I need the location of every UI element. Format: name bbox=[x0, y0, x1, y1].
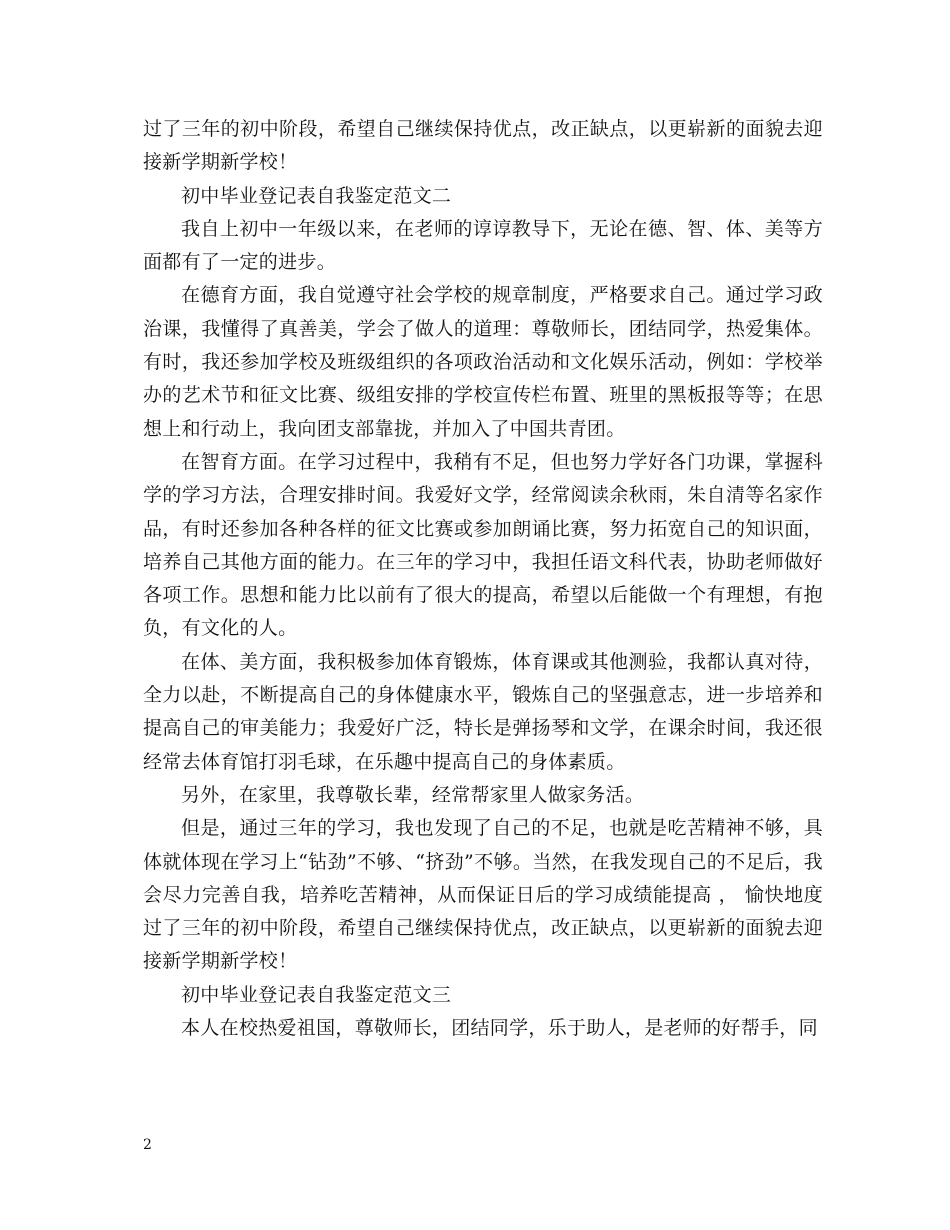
paragraph: 过了三年的初中阶段，希望自己继续保持优点，改正缺点，以更崭新的面貌去迎接新学期新学校！ bbox=[143, 118, 823, 174]
paragraph: 本人在校热爱祖国，尊敬师长，团结同学，乐于助人，是老师的好帮手，同 bbox=[181, 1017, 818, 1040]
paragraph: 我自上初中一年级以来，在老师的谆谆教导下，无论在德、智、体、美等方面都有了一定的进步。 bbox=[143, 217, 823, 274]
paragraph: 在体、美方面，我积极参加体育锻炼，体育课或其他测验，我都认真对待，全力以赴，不断提高自己的身体健康水平，锻炼自己的坚强意志，进一步培养和提高自己的审美能力；我爱好广泛，特长是弹扬琴和文学，在课余时间，我还很经常去体育馆打羽毛球，在乐趣中提高自己的身体素质。 bbox=[143, 650, 823, 773]
page-number: 2 bbox=[143, 1137, 152, 1153]
section-heading: 初中毕业登记表自我鉴定范文二 bbox=[181, 184, 452, 207]
paragraph: 在智育方面。在学习过程中，我稍有不足，但也努力学好各门功课，掌握科学的学习方法，合理安排时间。我爱好文学，经常阅读余秋雨，朱自清等名家作品，有时还参加各种各样的征文比赛或参加朗诵比赛，努力拓宽自己的知识面，培养自己其他方面的能力。在三年的学习中，我担任语文科代表，协助老师做好各项工作。思想和能力比以前有了很大的提高，希望以后能做一个有理想，有抱负，有文化的人。 bbox=[143, 450, 823, 640]
document-body bbox=[143, 113, 823, 1045]
paragraph: 在德育方面，我自觉遵守社会学校的规章制度，严格要求自己。通过学习政治课，我懂得了真善美，学会了做人的道理：尊敬师长，团结同学，热爱集体。有时，我还参加学校及班级组织的各项政治活动和文化娱乐活动，例如：学校举办的艺术节和征文比赛、级组安排的学校宣传栏布置、班里的黑板报等等；在思想上和行动上，我向团支部靠拢，并加入了中国共青团。 bbox=[143, 284, 823, 440]
paragraph: 另外，在家里，我尊敬长辈，经常帮家里人做家务活。 bbox=[181, 783, 645, 806]
section-heading: 初中毕业登记表自我鉴定范文三 bbox=[181, 983, 452, 1006]
paragraph: 但是，通过三年的学习，我也发现了自己的不足，也就是吃苦精神不够，具体就体现在学习上“钻劲”不够、“挤劲”不够。当然，在我发现自己的不足后，我会尽力完善自我，培养吃苦精神，从而保证日后的学习成绩能提高 ， 愉快地度过了三年的初中阶段，希望自己继续保持优点，改正缺点，以更崭新的面貌去迎接新学期新学校！ bbox=[143, 817, 823, 973]
